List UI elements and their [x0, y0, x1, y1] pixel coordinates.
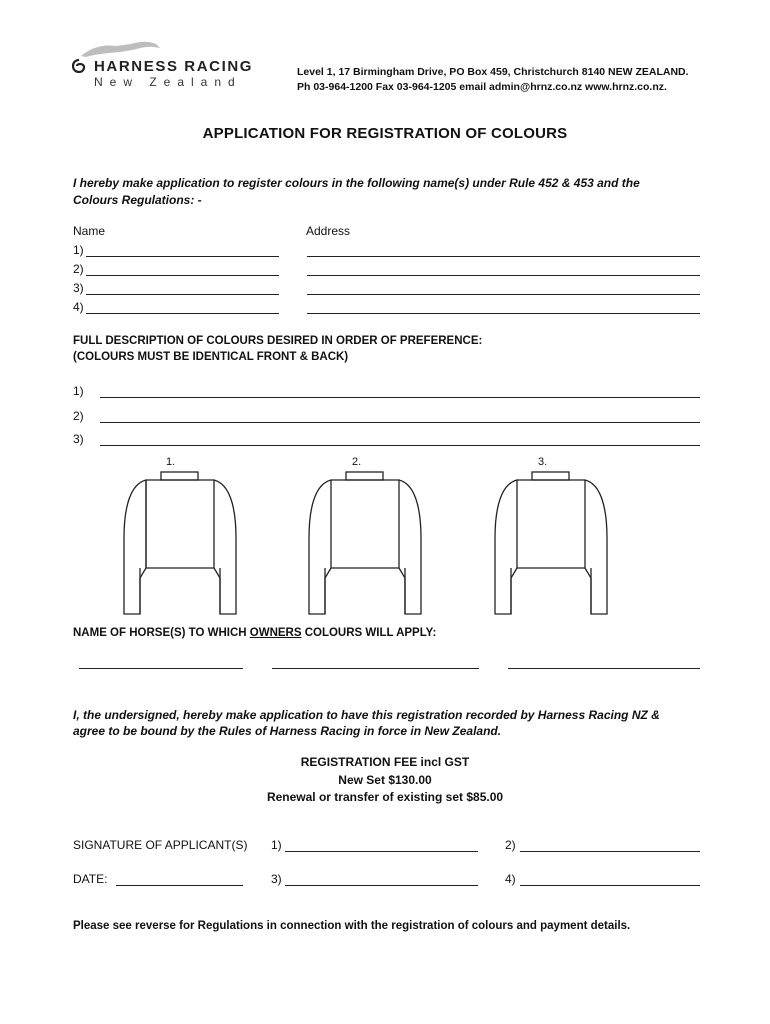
header-address: Level 1, 17 Birmingham Drive, PO Box 459, Christchurch 8140 NEW ZEALAND. [297, 66, 689, 78]
signature-field-1[interactable] [285, 851, 478, 852]
name-row-label: 2) [73, 262, 84, 276]
horses-heading-suffix: COLOURS WILL APPLY: [301, 627, 437, 639]
colour-row-label: 3) [73, 432, 84, 446]
signature-slot-label: 1) [271, 838, 282, 852]
colours-heading-2: (COLOURS MUST BE IDENTICAL FRONT & BACK) [73, 351, 349, 363]
signature-slot-label: 3) [271, 872, 282, 886]
logo-sub-text: New Zealand [94, 75, 242, 89]
logo-main-text: HARNESS RACING [94, 58, 254, 75]
signature-label: SIGNATURE OF APPLICANT(S) [73, 838, 248, 852]
horses-heading [73, 627, 436, 639]
fee-heading: REGISTRATION FEE incl GST [300, 755, 470, 769]
horse-silhouette-icon [76, 38, 166, 58]
name-field-1[interactable] [86, 256, 279, 257]
colours-heading-1: FULL DESCRIPTION OF COLOURS DESIRED IN ORDER OF PREFERENCE: [73, 335, 483, 347]
signature-field-2[interactable] [520, 851, 700, 852]
horse-name-field-3[interactable] [508, 668, 700, 669]
header-contact: Ph 03-964-1200 Fax 03-964-1205 email admin@hrnz.co.nz www.hrnz.co.nz. [297, 81, 667, 93]
address-field-3[interactable] [307, 294, 700, 295]
jacket-outline-2[interactable] [305, 468, 427, 622]
jacket-label-1: 1. [166, 456, 176, 468]
colour-description-field-1[interactable] [100, 397, 700, 398]
date-field[interactable] [116, 885, 243, 886]
intro-line-1: I hereby make application to register colours in the following name(s) under Rule 452 & 453 and the [73, 176, 640, 190]
name-field-3[interactable] [86, 294, 279, 295]
name-row-label: 3) [73, 281, 84, 295]
jacket-label-2: 2. [352, 456, 362, 468]
address-field-4[interactable] [307, 313, 700, 314]
horses-heading-owners: OWNERS [249, 627, 302, 639]
name-field-2[interactable] [86, 275, 279, 276]
swirl-icon [72, 59, 86, 73]
colour-row-label: 1) [73, 384, 84, 398]
address-field-1[interactable] [307, 256, 700, 257]
jacket-outline-3[interactable] [491, 468, 613, 622]
fee-new-set: New Set $130.00 [338, 773, 432, 787]
footer-note: Please see reverse for Regulations in connection with the registration of colours and payment details. [73, 920, 631, 932]
name-label: Name [73, 224, 106, 238]
horse-name-field-2[interactable] [272, 668, 479, 669]
declaration-line-1: I, the undersigned, hereby make application to have this registration recorded by Harness Racing NZ & [73, 708, 660, 722]
signature-slot-label: 2) [505, 838, 516, 852]
jacket-label-3: 3. [538, 456, 548, 468]
colour-row-label: 2) [73, 409, 84, 423]
name-field-4[interactable] [86, 313, 279, 314]
intro-line-2: Colours Regulations: - [73, 193, 202, 207]
date-label: DATE: [73, 872, 108, 886]
colour-description-field-2[interactable] [100, 422, 700, 423]
name-row-label: 1) [73, 243, 84, 257]
fee-renewal: Renewal or transfer of existing set $85.00 [266, 790, 504, 804]
colour-description-field-3[interactable] [100, 445, 700, 446]
name-row-label: 4) [73, 300, 84, 314]
signature-field-3[interactable] [285, 885, 478, 886]
horse-name-field-1[interactable] [79, 668, 243, 669]
jacket-outline-1[interactable] [120, 468, 242, 622]
page-title: APPLICATION FOR REGISTRATION OF COLOURS [202, 125, 568, 142]
address-field-2[interactable] [307, 275, 700, 276]
signature-slot-label: 4) [505, 872, 516, 886]
logo [68, 38, 268, 92]
signature-field-4[interactable] [520, 885, 700, 886]
horses-heading-prefix: NAME OF HORSE(S) TO WHICH [73, 627, 250, 639]
declaration-line-2: agree to be bound by the Rules of Harness Racing in force in New Zealand. [73, 724, 502, 738]
address-label: Address [306, 224, 351, 238]
